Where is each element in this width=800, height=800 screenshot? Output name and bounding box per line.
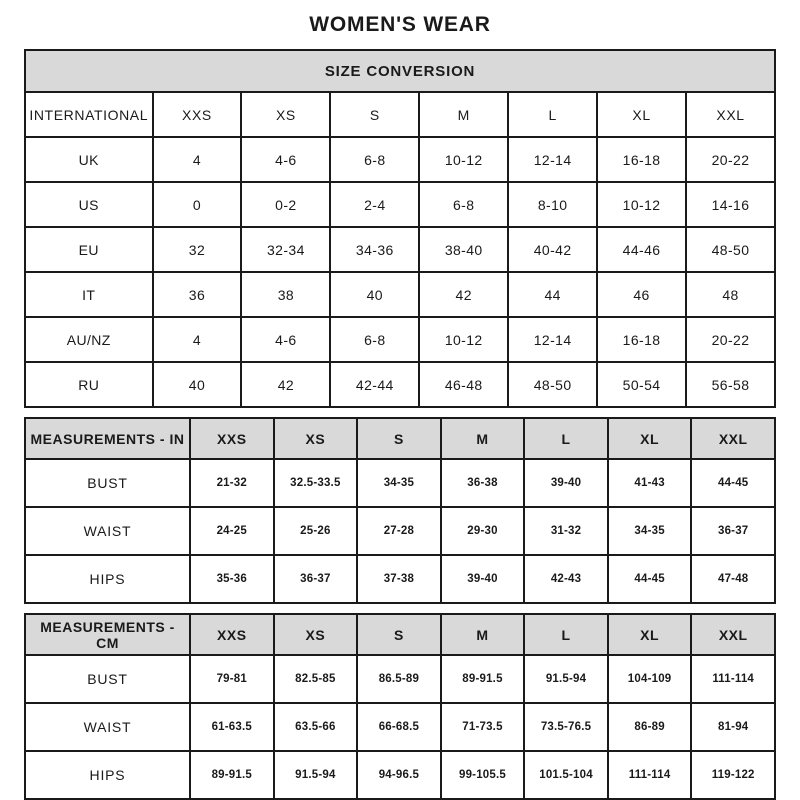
row-label: IT <box>25 272 153 317</box>
cell-value: 34-36 <box>330 227 419 272</box>
cell-value: 111-114 <box>691 655 775 703</box>
size-column-header: M <box>441 418 525 459</box>
page-title: WOMEN'S WEAR <box>309 13 491 36</box>
table-row <box>25 362 775 407</box>
cell-value: 42-43 <box>524 555 608 603</box>
cell-value: 0 <box>153 182 242 227</box>
size-column-header: M <box>419 92 508 137</box>
cell-value: 61-63.5 <box>190 703 274 751</box>
cell-value: 6-8 <box>419 182 508 227</box>
cell-value: 2-4 <box>330 182 419 227</box>
cell-value: 40 <box>330 272 419 317</box>
measurements-in-header-row <box>25 418 775 459</box>
table-row <box>25 317 775 362</box>
table-row <box>25 751 775 799</box>
cell-value: 36-37 <box>274 555 358 603</box>
measurements-cm-header-row <box>25 614 775 655</box>
size-column-header: XXL <box>686 92 775 137</box>
cell-value: 99-105.5 <box>441 751 525 799</box>
table-row <box>25 227 775 272</box>
size-column-header: S <box>357 418 441 459</box>
cell-value: 36-37 <box>691 507 775 555</box>
cell-value: 37-38 <box>357 555 441 603</box>
cell-value: 4-6 <box>241 137 330 182</box>
cell-value: 35-36 <box>190 555 274 603</box>
cell-value: 119-122 <box>691 751 775 799</box>
cell-value: 29-30 <box>441 507 525 555</box>
size-column-header: XXS <box>190 614 274 655</box>
size-conversion-table <box>24 49 776 408</box>
row-label: BUST <box>25 655 190 703</box>
cell-value: 36 <box>153 272 242 317</box>
cell-value: 44-45 <box>691 459 775 507</box>
cell-value: 42-44 <box>330 362 419 407</box>
cell-value: 50-54 <box>597 362 686 407</box>
row-label: HIPS <box>25 751 190 799</box>
cell-value: 21-32 <box>190 459 274 507</box>
cell-value: 63.5-66 <box>274 703 358 751</box>
cell-value: 32 <box>153 227 242 272</box>
cell-value: 66-68.5 <box>357 703 441 751</box>
table-row <box>25 555 775 603</box>
size-column-header: XXS <box>190 418 274 459</box>
size-column-header: XS <box>274 418 358 459</box>
size-column-header: XXS <box>153 92 242 137</box>
size-column-header: XXL <box>691 418 775 459</box>
cell-value: 39-40 <box>524 459 608 507</box>
cell-value: 48-50 <box>686 227 775 272</box>
cell-value: 38 <box>241 272 330 317</box>
cell-value: 36-38 <box>441 459 525 507</box>
size-column-header: M <box>441 614 525 655</box>
cell-value: 10-12 <box>419 317 508 362</box>
cell-value: 89-91.5 <box>190 751 274 799</box>
cell-value: 48-50 <box>508 362 597 407</box>
row-label: HIPS <box>25 555 190 603</box>
size-column-header: L <box>508 92 597 137</box>
cell-value: 91.5-94 <box>274 751 358 799</box>
cell-value: 41-43 <box>608 459 692 507</box>
size-column-header: XS <box>274 614 358 655</box>
table-row <box>25 272 775 317</box>
cell-value: 34-35 <box>357 459 441 507</box>
cell-value: 47-48 <box>691 555 775 603</box>
row-header-label: INTERNATIONAL <box>25 92 153 137</box>
cell-value: 4 <box>153 137 242 182</box>
cell-value: 20-22 <box>686 137 775 182</box>
size-column-header: L <box>524 614 608 655</box>
size-column-header: L <box>524 418 608 459</box>
row-label: RU <box>25 362 153 407</box>
table-row <box>25 703 775 751</box>
cell-value: 10-12 <box>597 182 686 227</box>
measurements-cm-table <box>24 613 776 800</box>
row-label: AU/NZ <box>25 317 153 362</box>
size-column-header: XL <box>608 614 692 655</box>
cell-value: 10-12 <box>419 137 508 182</box>
cell-value: 14-16 <box>686 182 775 227</box>
cell-value: 81-94 <box>691 703 775 751</box>
table-row <box>25 655 775 703</box>
table-row <box>25 137 775 182</box>
size-column-header: S <box>330 92 419 137</box>
cell-value: 44 <box>508 272 597 317</box>
cell-value: 32-34 <box>241 227 330 272</box>
size-column-header: XS <box>241 92 330 137</box>
cell-value: 86.5-89 <box>357 655 441 703</box>
row-label: EU <box>25 227 153 272</box>
cell-value: 94-96.5 <box>357 751 441 799</box>
cell-value: 111-114 <box>608 751 692 799</box>
size-conversion-caption-row <box>25 50 775 92</box>
cell-value: 12-14 <box>508 317 597 362</box>
cell-value: 79-81 <box>190 655 274 703</box>
cell-value: 73.5-76.5 <box>524 703 608 751</box>
size-column-header: XL <box>608 418 692 459</box>
cell-value: 16-18 <box>597 317 686 362</box>
cell-value: 91.5-94 <box>524 655 608 703</box>
cell-value: 0-2 <box>241 182 330 227</box>
cell-value: 8-10 <box>508 182 597 227</box>
cell-value: 42 <box>419 272 508 317</box>
measurements-header: MEASUREMENTS - CM <box>25 614 190 655</box>
row-label: US <box>25 182 153 227</box>
cell-value: 4 <box>153 317 242 362</box>
cell-value: 46 <box>597 272 686 317</box>
cell-value: 25-26 <box>274 507 358 555</box>
cell-value: 38-40 <box>419 227 508 272</box>
measurements-in-table <box>24 417 776 604</box>
cell-value: 46-48 <box>419 362 508 407</box>
cell-value: 16-18 <box>597 137 686 182</box>
size-column-header: XXL <box>691 614 775 655</box>
cell-value: 48 <box>686 272 775 317</box>
size-column-header: S <box>357 614 441 655</box>
cell-value: 71-73.5 <box>441 703 525 751</box>
size-conversion-header: SIZE CONVERSION <box>25 50 775 92</box>
cell-value: 34-35 <box>608 507 692 555</box>
cell-value: 32.5-33.5 <box>274 459 358 507</box>
cell-value: 44-45 <box>608 555 692 603</box>
cell-value: 6-8 <box>330 137 419 182</box>
size-column-header: XL <box>597 92 686 137</box>
cell-value: 86-89 <box>608 703 692 751</box>
cell-value: 20-22 <box>686 317 775 362</box>
cell-value: 12-14 <box>508 137 597 182</box>
row-label: BUST <box>25 459 190 507</box>
cell-value: 44-46 <box>597 227 686 272</box>
cell-value: 4-6 <box>241 317 330 362</box>
cell-value: 89-91.5 <box>441 655 525 703</box>
row-label: WAIST <box>25 703 190 751</box>
table-row <box>25 182 775 227</box>
cell-value: 27-28 <box>357 507 441 555</box>
row-label: UK <box>25 137 153 182</box>
cell-value: 31-32 <box>524 507 608 555</box>
cell-value: 24-25 <box>190 507 274 555</box>
cell-value: 82.5-85 <box>274 655 358 703</box>
cell-value: 42 <box>241 362 330 407</box>
measurements-header: MEASUREMENTS - IN <box>25 418 190 459</box>
cell-value: 104-109 <box>608 655 692 703</box>
cell-value: 6-8 <box>330 317 419 362</box>
cell-value: 56-58 <box>686 362 775 407</box>
table-row <box>25 459 775 507</box>
cell-value: 40 <box>153 362 242 407</box>
table-row <box>25 507 775 555</box>
row-label: WAIST <box>25 507 190 555</box>
cell-value: 39-40 <box>441 555 525 603</box>
cell-value: 40-42 <box>508 227 597 272</box>
cell-value: 101.5-104 <box>524 751 608 799</box>
size-conversion-columns-row <box>25 92 775 137</box>
